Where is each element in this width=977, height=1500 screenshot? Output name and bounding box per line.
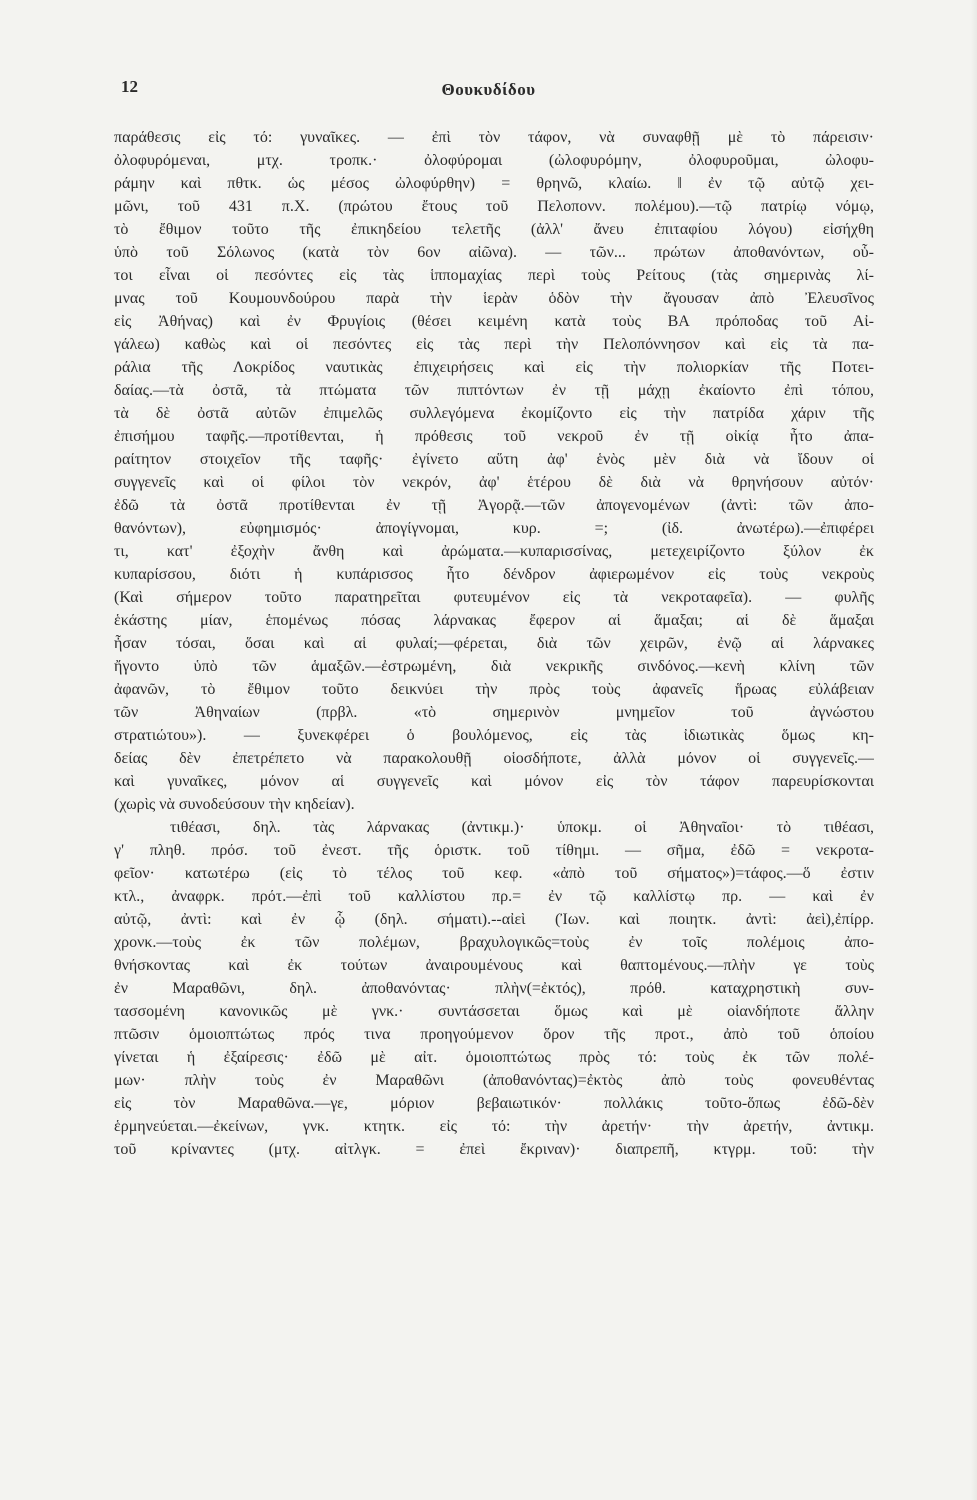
commentary-text (114, 126, 874, 1161)
text-line: δαίας.—τὰ ὀστᾶ, τὰ πτώματα τῶν πιπτόντων ἐν τῇ μάχῃ ἐκαίοντο ἐπὶ τόπου, (114, 382, 874, 399)
text-line: τασσομένη κανονικῶς μὲ γνκ.· συντάσσεται ὅμως καὶ μὲ οἱανδήποτε ἄλλην (114, 1003, 874, 1020)
text-line: συγγενεῖς καὶ οἱ φίλοι τὸν νεκρόν, ἀφ' ἑτέρου δὲ διὰ νὰ θρηνήσουν αὐτόν· (114, 474, 874, 491)
text-line: ἐν Μαραθῶνι, δηλ. ἀποθανόντας· πλὴν(=ἐκτός), πρόθ. καταχρηστικὴ συν- (114, 980, 874, 997)
text-line: θανόντων), εὐφημισμός· ἀπογίγνομαι, κυρ. =; (ἰδ. ἀνωτέρω).—ἐπιφέρει (114, 520, 874, 537)
text-line: ἤγοντο ὑπὸ τῶν ἁμαξῶν.—ἐστρωμένη, διὰ νεκρικῆς σινδόνος.—κενὴ κλίνη τῶν (114, 658, 874, 675)
text-line: ὑπὸ τοῦ Σόλωνος (κατὰ τὸν 6ον αἰῶνα). — τῶν... πρώτων ἀποθανόντων, οὗ- (114, 244, 874, 261)
text-line: ἀφανῶν, τὸ ἔθιμον τοῦτο δεικνύει τὴν πρὸς τοὺς ἀφανεῖς ἥρωας εὐλάβειαν (114, 681, 874, 698)
text-line: κτλ., ἀναφρκ. πρότ.—ἐπὶ τοῦ καλλίστου πρ.= ἐν τῷ καλλίστῳ πρ. — καὶ ἐν (114, 888, 874, 905)
text-line: τιθέασι, δηλ. τὰς λάρνακας (ἀντικμ.)· ὑποκμ. οἱ Ἀθηναῖοι· τὸ τιθέασι, (170, 819, 874, 836)
text-line: (Καὶ σήμερον τοῦτο παρατηρεῖται φυτευμένον εἰς τὰ νεκροταφεῖα). — φυλῆς (114, 589, 874, 606)
text-line: τοῦ κρίναντες (μτχ. αἰτλγκ. = ἐπεὶ ἔκριναν)· διαπρεπῆ, κτγρμ. τοῦ: τὴν (114, 1141, 874, 1158)
text-line: φεῖον· κατωτέρω (εἰς τὸ τέλος τοῦ κεφ. «ἀπὸ τοῦ σήματος»)=τάφος.—ὅ ἐστιν (114, 865, 874, 882)
text-line: παράθεσις εἰς τό: γυναῖκες. — ἐπὶ τὸν τάφον, νὰ συναφθῇ μὲ τὸ πάρεισιν· (114, 129, 874, 146)
text-line: εἰς Ἀθήνας) καὶ ἐν Φρυγίοις (θέσει κειμένη κατὰ τοὺς ΒΑ πρόποδας τοῦ Αἰ- (114, 313, 874, 330)
text-line: στρατιώτου»). — ξυνεκφέρει ὁ βουλόμενος, εἰς τὰς ἰδιωτικὰς ὅμως κη- (114, 727, 874, 744)
text-line: τῶν Ἀθηναίων (πρβλ. «τὸ σημερινὸν μνημεῖον τοῦ ἀγνώστου (114, 704, 874, 721)
text-line: θνήσκοντας καὶ ἐκ τούτων ἀναιρουμένους καὶ θαπτομένους.—πλὴν γε τοὺς (114, 957, 874, 974)
text-line: χρονκ.—τοὺς ἐκ τῶν πολέμων, βραχυλογικῶς=τοὺς ἐν τοῖς πολέμοις ἀπο- (114, 934, 874, 951)
text-line: κυπαρίσσου, διότι ἡ κυπάρισσος ἦτο δένδρον ἀφιερωμένον εἰς τοὺς νεκροὺς (114, 566, 874, 583)
text-line: ράλια τῆς Λοκρίδος ναυτικὰς ἐπιχειρήσεις καὶ εἰς τὴν πολιορκίαν τῆς Ποτει- (114, 359, 874, 376)
text-line: ἑρμηνεύεται.—ἐκείνων, γνκ. κτητκ. εἰς τό: τὴν ἀρετήν· τὴν ἀρετήν, ἀντικμ. (114, 1118, 874, 1135)
text-line: ἐπισήμου ταφῆς.—προτίθενται, ἡ πρόθεσις τοῦ νεκροῦ ἐν τῇ οἰκίᾳ ἦτο ἀπα- (114, 428, 874, 445)
text-line: (χωρὶς νὰ συνοδεύσουν τὴν κηδείαν). (114, 796, 355, 813)
text-line: πτῶσιν ὁμοιοπτώτως πρός τινα προηγούμενον ὅρον τῆς προτ., ἀπὸ τοῦ ὁποίου (114, 1026, 874, 1043)
text-line: ἦσαν τόσαι, ὅσαι καὶ αἱ φυλαί;—φέρεται, διὰ τῶν χειρῶν, ἐνῷ αἱ λάρνακες (114, 635, 874, 652)
text-line: ἐδῶ τὰ ὀστᾶ προτίθενται ἐν τῇ Ἀγορᾷ.—τῶν ἀπογενομένων (ἀντὶ: τῶν ἀπο- (114, 497, 874, 514)
text-line: ἑκάστης μίαν, ἑπομένως πόσας λάρνακας ἔφερον αἱ ἅμαξαι; αἱ δὲ ἅμαξαι (114, 612, 874, 629)
page-edge-shadow (971, 0, 977, 1500)
text-line: ραίτητον στοιχεῖον τῆς ταφῆς· ἐγίνετο αὕτη ἀφ' ἑνὸς μὲν διὰ νὰ ἴδουν οἱ (114, 451, 874, 468)
text-line: καὶ γυναῖκες, μόνον αἱ συγγενεῖς καὶ μόνον εἰς τὸν τάφον παρευρίσκονται (114, 773, 874, 790)
text-line: τὸ ἔθιμον τοῦτο τῆς ἐπικηδείου τελετῆς (ἀλλ' ἄνευ ἐπιταφίου λόγου) εἰσήχθη (114, 221, 874, 238)
running-title: Θουκυδίδου (441, 80, 536, 99)
text-line: ράμην καὶ πθτκ. ὡς μέσος ὠλοφύρθην) = θρηνῶ, κλαίω. ‖ ἐν τῷ αὐτῷ χει- (114, 175, 874, 192)
text-line: τοι εἶναι οἱ πεσόντες εἰς τὰς ἱππομαχίας περὶ τοὺς Ρείτους (τὰς σημερινὰς λί- (114, 267, 874, 284)
text-line: ὀλοφυρόμεναι, μτχ. τροπκ.· ὀλοφύρομαι (ὠλοφυρόμην, ὀλοφυροῦμαι, ὠλοφυ- (114, 152, 874, 169)
page-number: 12 (121, 77, 138, 96)
text-line: γάλεω) καθὼς καὶ οἱ πεσόντες εἰς τὰς περὶ τὴν Πελοπόννησον καὶ εἰς τὰ πα- (114, 336, 874, 353)
text-line: τὰ δὲ ὀστᾶ αὐτῶν ἐπιμελῶς συλλεγόμενα ἐκομίζοντο εἰς τὴν πατρίδα χάριν τῆς (114, 405, 874, 422)
text-line: μῶνι, τοῦ 431 π.Χ. (πρώτου ἔτους τοῦ Πελοπονν. πολέμου).—τῷ πατρίῳ νόμῳ, (114, 198, 874, 215)
text-line: γ' πληθ. πρόσ. τοῦ ἐνεστ. τῆς ὁριστκ. τοῦ τίθημι. — σῆμα, ἐδῶ = νεκροτα- (114, 842, 874, 859)
text-line: εἰς τὸν Μαραθῶνα.—γε, μόριον βεβαιωτικόν· πολλάκις τοῦτο-ὅπως ἐδῶ-δὲν (114, 1095, 874, 1112)
text-line: τι, κατ' ἐξοχὴν ἄνθη καὶ ἀρώματα.—κυπαρισσίνας, μετεχειρίζοντο ξύλον ἐκ (114, 543, 874, 560)
text-line: αὐτῷ, ἀντὶ: καὶ ἐν ᾧ (δηλ. σήματι).--αἰεὶ (Ἰων. καὶ ποιητκ. ἀντὶ: ἀεὶ),ἐπίρρ. (114, 911, 874, 928)
text-line: μνας τοῦ Κουμουνδούρου παρὰ τὴν ἱερὰν ὁδὸν τὴν ἄγουσαν ἀπὸ Ἐλευσῖνος (114, 290, 874, 307)
text-line: γίνεται ἡ ἐξαίρεσις· ἐδῶ μὲ αἰτ. ὁμοιοπτώτως πρὸς τό: τοὺς ἐκ τῶν πολέ- (114, 1049, 874, 1066)
text-line: μων· πλὴν τοὺς ἐν Μαραθῶνι (ἀποθανόντας)=ἐκτὸς ἀπὸ τοὺς φονευθέντας (114, 1072, 874, 1089)
text-line: δείας δὲν ἐπετρέπετο νὰ παρακολουθῇ οἱοσδήποτε, ἀλλὰ μόνον οἱ συγγενεῖς.— (114, 750, 874, 767)
